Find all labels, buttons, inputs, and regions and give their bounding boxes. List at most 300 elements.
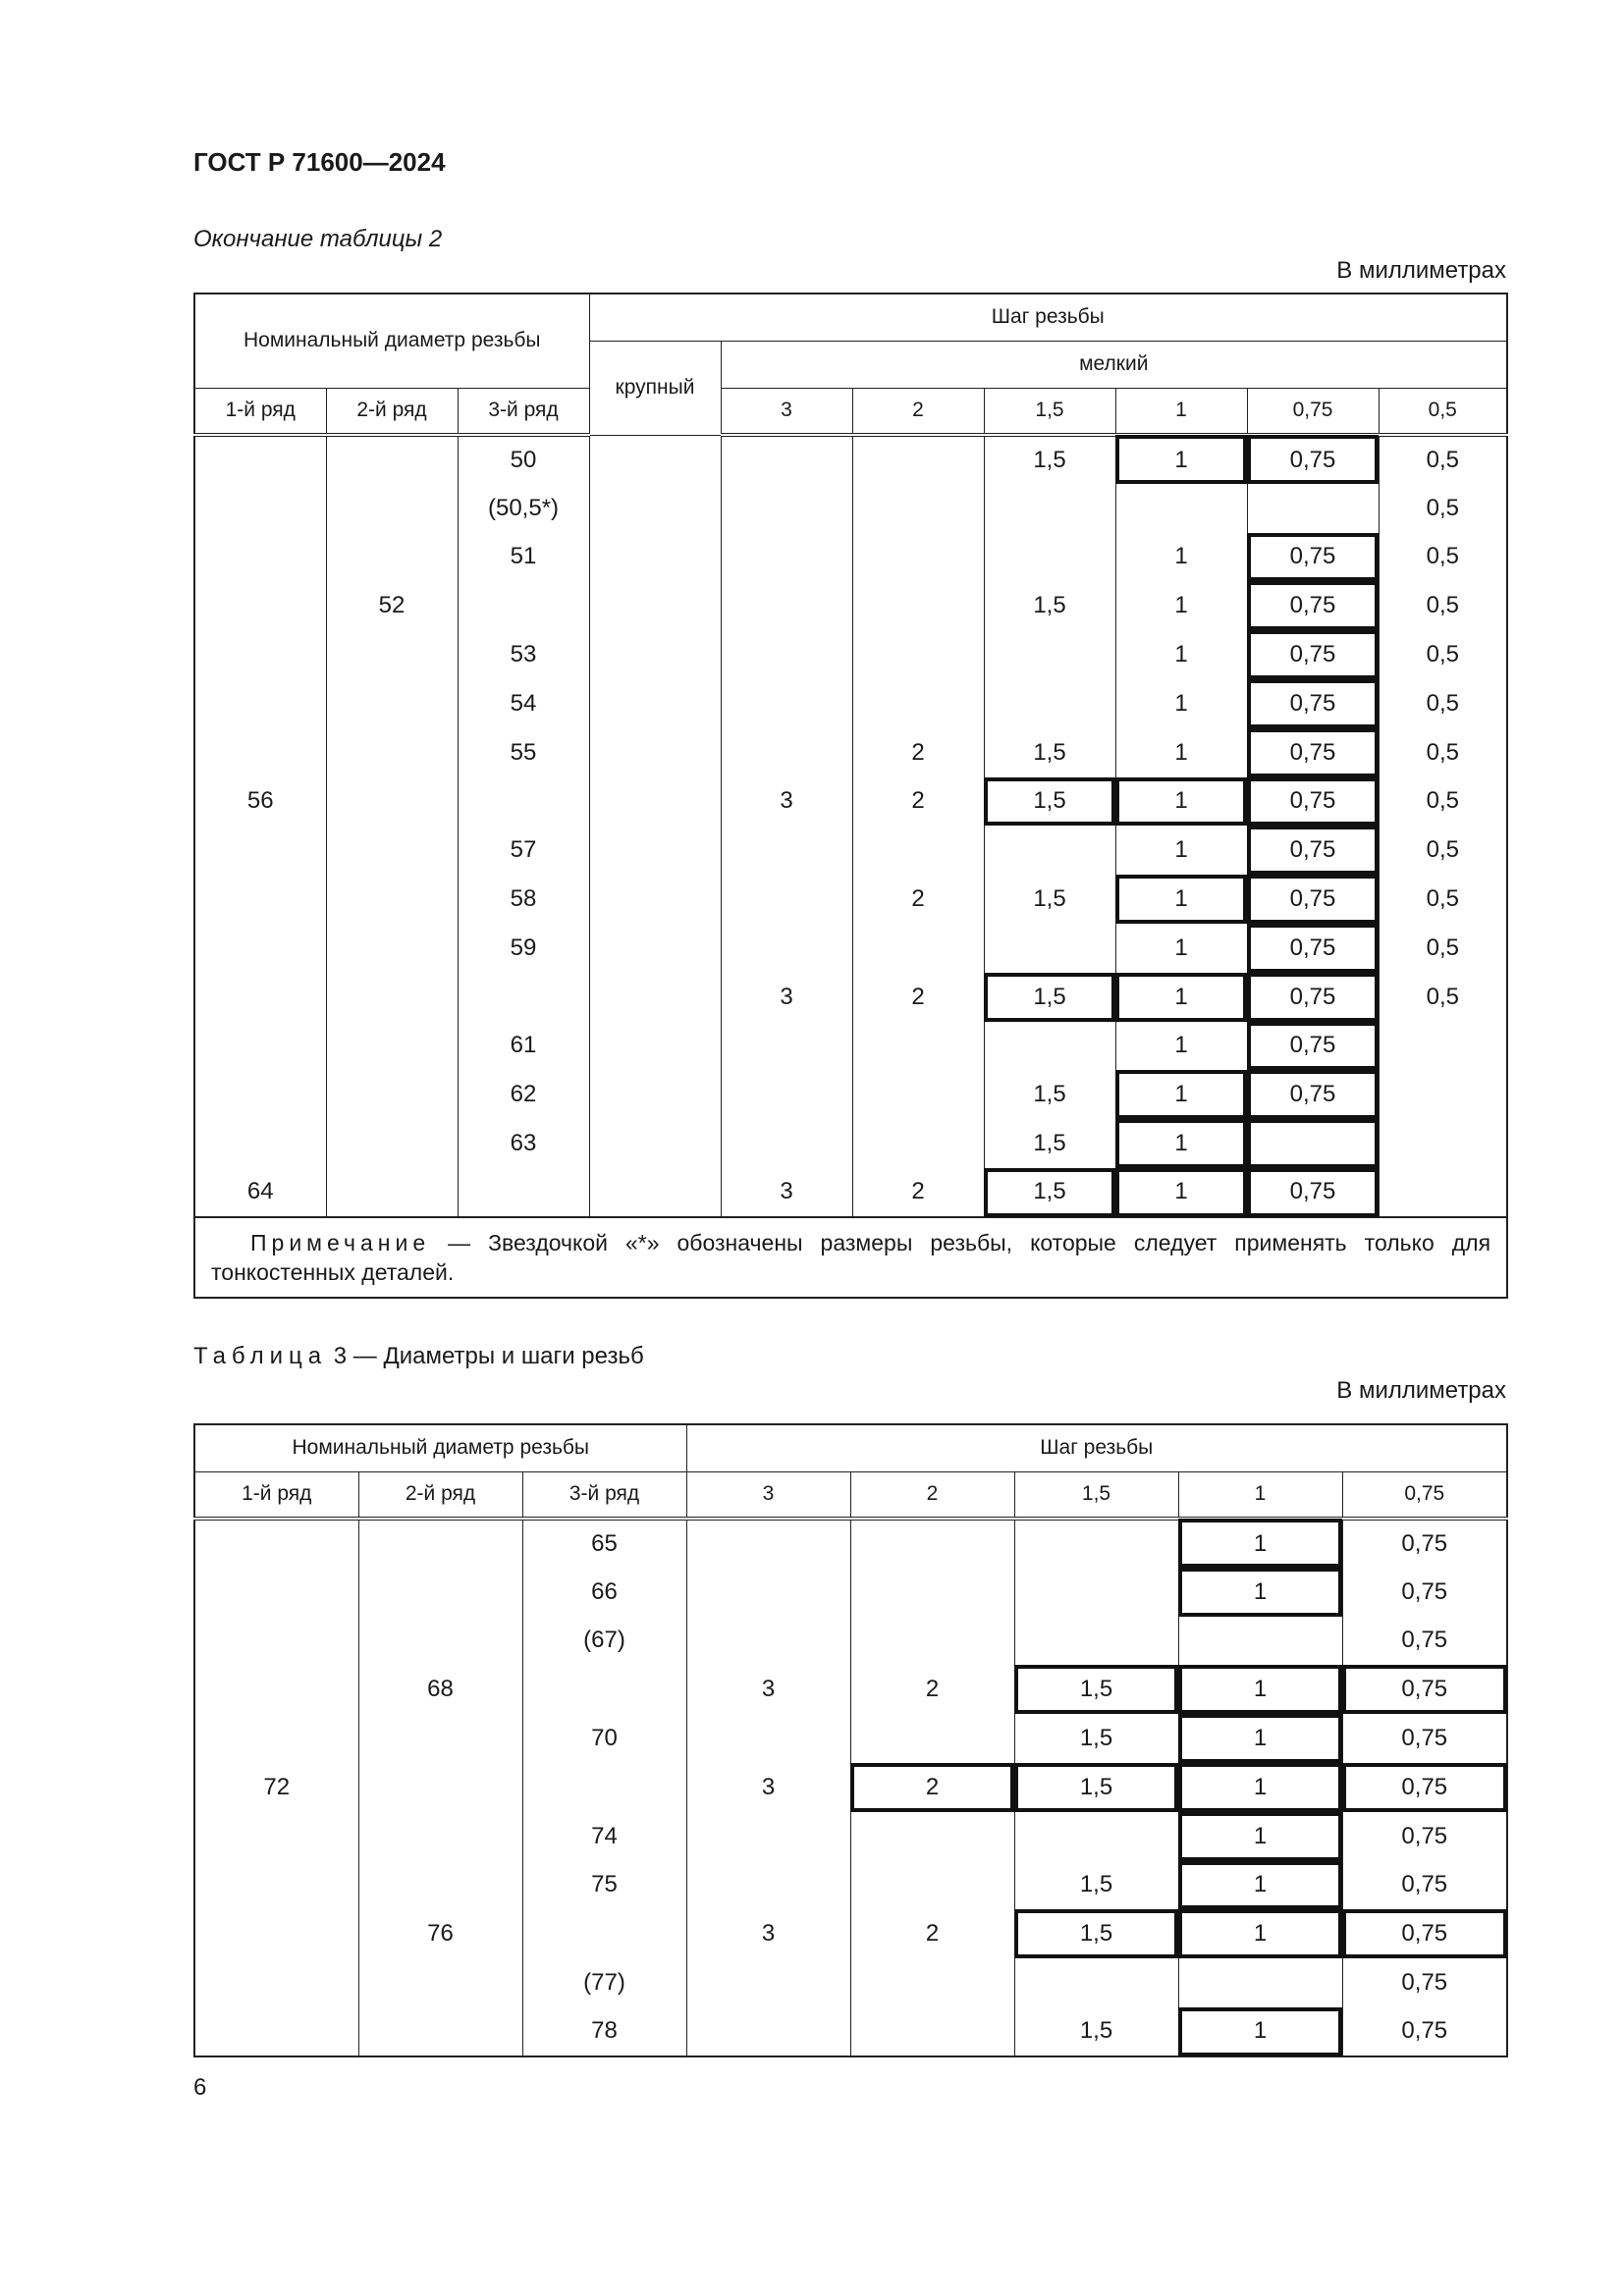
table-cell <box>852 484 984 533</box>
table-cell <box>850 1568 1014 1617</box>
table-cell: 1,5 <box>984 728 1115 777</box>
table-cell <box>984 533 1115 582</box>
table-cell <box>589 679 721 728</box>
table-cell: 0,5 <box>1379 630 1507 679</box>
table-cell <box>194 533 326 582</box>
table-row <box>194 924 1507 973</box>
table-cell <box>852 1070 984 1119</box>
table-cell <box>852 435 984 484</box>
table-cell: 1 <box>1115 875 1247 924</box>
table-cell <box>194 875 326 924</box>
table-cell: 2 <box>852 875 984 924</box>
table-cell: 3 <box>686 1665 850 1714</box>
table-cell <box>589 728 721 777</box>
table-cell <box>984 484 1115 533</box>
table-cell: 1 <box>1115 679 1247 728</box>
table-cell: 59 <box>458 924 589 973</box>
table-cell: 1 <box>1178 1568 1342 1617</box>
table-cell <box>721 1070 852 1119</box>
table-cell: 1,5 <box>1014 1861 1178 1910</box>
table-cell: 1 <box>1178 1861 1342 1910</box>
table3-caption-rest: 3 — Диаметры и шаги резьб <box>327 1343 644 1369</box>
table-cell: 1 <box>1178 2007 1342 2056</box>
table-cell <box>852 679 984 728</box>
table-cell: 0,5 <box>1379 435 1507 484</box>
t3-header-row-2: 2-й ряд <box>358 1471 522 1519</box>
table-row <box>194 533 1507 582</box>
table-cell <box>984 826 1115 875</box>
table-cell: 1 <box>1178 1519 1342 1568</box>
table3-units: В миллиметрах <box>1336 1377 1506 1404</box>
table-row <box>194 1909 1507 1958</box>
table-cell <box>326 435 458 484</box>
table-cell: 0,75 <box>1342 1909 1507 1958</box>
table-cell: 2 <box>852 777 984 827</box>
table-2 <box>193 293 1508 1299</box>
table-cell: 0,5 <box>1379 581 1507 630</box>
table-cell: 2 <box>852 1168 984 1217</box>
table-cell: 1,5 <box>1014 1665 1178 1714</box>
table-cell <box>326 1070 458 1119</box>
table-cell <box>721 630 852 679</box>
table-cell: 0,75 <box>1247 777 1379 827</box>
table-cell: 1 <box>1115 435 1247 484</box>
header-row-3: 3-й ряд <box>458 388 589 435</box>
table-row <box>194 728 1507 777</box>
header-thread-pitch: Шаг резьбы <box>589 294 1507 341</box>
table-cell <box>194 1812 358 1861</box>
table-cell <box>522 1909 686 1958</box>
table-cell <box>589 924 721 973</box>
table-cell <box>589 826 721 875</box>
table-cell: 0,75 <box>1342 1519 1507 1568</box>
table-cell <box>984 679 1115 728</box>
table-cell <box>721 1119 852 1168</box>
table-cell <box>984 1022 1115 1071</box>
document-title: ГОСТ Р 71600—2024 <box>193 147 446 177</box>
table-cell <box>326 826 458 875</box>
table2-continuation-caption: Окончание таблицы 2 <box>193 226 443 252</box>
table-cell <box>984 630 1115 679</box>
t3-header-pitch-1: 1 <box>1178 1471 1342 1519</box>
table-cell <box>1014 1812 1178 1861</box>
table-cell <box>1178 1617 1342 1666</box>
table-cell <box>1247 484 1379 533</box>
table-cell: 0,75 <box>1247 630 1379 679</box>
table-cell <box>522 1665 686 1714</box>
table-cell <box>194 1861 358 1910</box>
t3-header-nominal-diameter: Номинальный диаметр резьбы <box>194 1424 686 1471</box>
table-cell: 1 <box>1115 924 1247 973</box>
table-cell <box>194 679 326 728</box>
table-cell: 1,5 <box>1014 1763 1178 1812</box>
table-cell <box>686 1812 850 1861</box>
table-cell: (50,5*) <box>458 484 589 533</box>
table-cell <box>326 1119 458 1168</box>
table-cell: 0,75 <box>1342 1958 1507 2007</box>
table-cell <box>686 1958 850 2007</box>
table-cell <box>458 777 589 827</box>
table-cell: 1,5 <box>984 777 1115 827</box>
table-cell <box>850 1617 1014 1666</box>
table-cell <box>194 1665 358 1714</box>
table-row <box>194 875 1507 924</box>
table-row <box>194 973 1507 1022</box>
table-cell <box>850 1714 1014 1763</box>
table-cell: 0,5 <box>1379 777 1507 827</box>
table-cell: 1,5 <box>984 581 1115 630</box>
table-row <box>194 1070 1507 1119</box>
header-pitch-1: 1 <box>1115 388 1247 435</box>
table-cell: 0,75 <box>1247 728 1379 777</box>
table-cell: 1,5 <box>1014 1714 1178 1763</box>
table-cell: 1,5 <box>1014 2007 1178 2056</box>
table-cell <box>721 728 852 777</box>
table-cell <box>358 1519 522 1568</box>
table-cell <box>852 826 984 875</box>
table-row <box>194 630 1507 679</box>
table3-caption-word: Таблица <box>193 1343 328 1369</box>
table-2-body <box>194 435 1507 1217</box>
header-nominal-diameter: Номинальный диаметр резьбы <box>194 294 589 388</box>
table-cell: 3 <box>686 1763 850 1812</box>
table-cell <box>589 533 721 582</box>
table-cell <box>721 581 852 630</box>
table-cell: 62 <box>458 1070 589 1119</box>
table-cell <box>1014 1568 1178 1617</box>
table-cell <box>358 1568 522 1617</box>
table-cell <box>194 1519 358 1568</box>
table-cell: 1 <box>1178 1909 1342 1958</box>
table-cell: 53 <box>458 630 589 679</box>
header-pitch-3: 3 <box>721 388 852 435</box>
table-cell <box>852 924 984 973</box>
table-cell: 74 <box>522 1812 686 1861</box>
table-cell: 1 <box>1178 1812 1342 1861</box>
table-cell: (77) <box>522 1958 686 2007</box>
table-cell <box>194 924 326 973</box>
table-cell: 2 <box>850 1763 1014 1812</box>
table-cell: 2 <box>852 973 984 1022</box>
table-cell <box>686 1861 850 1910</box>
table-cell <box>850 2007 1014 2056</box>
table-cell <box>589 484 721 533</box>
table-cell <box>721 826 852 875</box>
table-row <box>194 1665 1507 1714</box>
table-cell: 1 <box>1115 1070 1247 1119</box>
table-cell <box>194 1909 358 1958</box>
table-cell <box>1379 1119 1507 1168</box>
table-cell: 0,75 <box>1247 533 1379 582</box>
table-cell: 1 <box>1115 533 1247 582</box>
table-3-body <box>194 1519 1507 2056</box>
header-coarse: крупный <box>589 341 721 435</box>
table-cell <box>984 924 1115 973</box>
table-cell: 0,75 <box>1342 1812 1507 1861</box>
t3-header-thread-pitch: Шаг резьбы <box>686 1424 1507 1471</box>
table-cell: 51 <box>458 533 589 582</box>
table-cell <box>589 973 721 1022</box>
table-cell: 75 <box>522 1861 686 1910</box>
note-text: — Звездочкой «*» обозначены размеры резьбы, которые следует применять только для тонкостенных деталей. <box>211 1229 1491 1285</box>
table-cell <box>194 973 326 1022</box>
table-cell: 0,5 <box>1379 875 1507 924</box>
table-row <box>194 1812 1507 1861</box>
header-pitch-1-5: 1,5 <box>984 388 1115 435</box>
table-cell: 68 <box>358 1665 522 1714</box>
table-cell: 0,5 <box>1379 973 1507 1022</box>
table-cell <box>194 1022 326 1071</box>
table-cell: 1,5 <box>984 1119 1115 1168</box>
header-pitch-0-5: 0,5 <box>1379 388 1507 435</box>
table-cell <box>589 875 721 924</box>
table-cell: 54 <box>458 679 589 728</box>
table-cell <box>850 1812 1014 1861</box>
table-row <box>194 581 1507 630</box>
table-row <box>194 1519 1507 1568</box>
table-cell: 0,75 <box>1247 679 1379 728</box>
table-cell <box>358 1958 522 2007</box>
table-cell <box>194 630 326 679</box>
table-cell: 1,5 <box>984 973 1115 1022</box>
table-cell: 0,75 <box>1342 1665 1507 1714</box>
table-cell: 0,5 <box>1379 533 1507 582</box>
table-cell: 1 <box>1115 728 1247 777</box>
table-cell <box>326 679 458 728</box>
table-cell: 76 <box>358 1909 522 1958</box>
t3-header-pitch-3: 3 <box>686 1471 850 1519</box>
table-cell: 0,5 <box>1379 826 1507 875</box>
table-row <box>194 1168 1507 1217</box>
table-cell: 0,75 <box>1342 1617 1507 1666</box>
table-cell: 1 <box>1115 630 1247 679</box>
table-cell: 0,5 <box>1379 679 1507 728</box>
table-cell <box>686 1519 850 1568</box>
table-cell <box>850 1519 1014 1568</box>
table-cell <box>686 1568 850 1617</box>
table-row <box>194 679 1507 728</box>
table-cell <box>194 728 326 777</box>
table-cell <box>326 1022 458 1071</box>
t3-header-pitch-2: 2 <box>850 1471 1014 1519</box>
table-cell <box>589 1070 721 1119</box>
table-cell: 1 <box>1115 973 1247 1022</box>
table-row <box>194 1714 1507 1763</box>
header-pitch-0-75: 0,75 <box>1247 388 1379 435</box>
t3-header-pitch-1-5: 1,5 <box>1014 1471 1178 1519</box>
table-cell: 3 <box>721 1168 852 1217</box>
table-cell <box>358 2007 522 2056</box>
table-cell: 0,5 <box>1379 484 1507 533</box>
table-cell <box>194 581 326 630</box>
table-row <box>194 484 1507 533</box>
table-cell <box>194 1714 358 1763</box>
table-cell <box>358 1861 522 1910</box>
table-cell <box>589 1022 721 1071</box>
table-row <box>194 1119 1507 1168</box>
table-cell: 1 <box>1115 1119 1247 1168</box>
table-cell: 50 <box>458 435 589 484</box>
table-cell <box>326 728 458 777</box>
table-cell <box>686 1714 850 1763</box>
table-cell: 2 <box>850 1909 1014 1958</box>
table-cell: (67) <box>522 1617 686 1666</box>
table-cell <box>326 875 458 924</box>
table-cell: 0,75 <box>1247 973 1379 1022</box>
table-cell: 1,5 <box>1014 1909 1178 1958</box>
table-cell <box>721 484 852 533</box>
table-cell <box>458 1168 589 1217</box>
table-cell <box>458 581 589 630</box>
header-pitch-2: 2 <box>852 388 984 435</box>
table-cell: 0,5 <box>1379 924 1507 973</box>
table-row <box>194 1958 1507 2007</box>
table-cell <box>358 1617 522 1666</box>
table-row <box>194 1861 1507 1910</box>
table-cell: 56 <box>194 777 326 827</box>
table-cell <box>326 484 458 533</box>
table-cell <box>589 581 721 630</box>
note-label: Примечание <box>250 1229 431 1255</box>
header-row-2: 2-й ряд <box>326 388 458 435</box>
table-cell <box>721 435 852 484</box>
table-cell <box>852 1119 984 1168</box>
table-cell <box>589 777 721 827</box>
table-3 <box>193 1423 1508 2057</box>
table-cell: 0,75 <box>1247 581 1379 630</box>
table-cell <box>852 581 984 630</box>
table-cell: 0,75 <box>1247 875 1379 924</box>
table-cell <box>1379 1070 1507 1119</box>
table-cell: 1,5 <box>984 875 1115 924</box>
t3-header-row-1: 1-й ряд <box>194 1471 358 1519</box>
table-cell: 0,75 <box>1342 1861 1507 1910</box>
table-cell <box>326 630 458 679</box>
table-row <box>194 1568 1507 1617</box>
table-cell: 52 <box>326 581 458 630</box>
table-cell <box>589 1168 721 1217</box>
table-row <box>194 777 1507 827</box>
table-cell: 1 <box>1178 1665 1342 1714</box>
table-cell: 3 <box>721 973 852 1022</box>
table-cell: 3 <box>721 777 852 827</box>
table-cell <box>194 2007 358 2056</box>
table-cell <box>589 630 721 679</box>
table-cell: 3 <box>686 1909 850 1958</box>
table-cell <box>852 630 984 679</box>
table-cell <box>721 875 852 924</box>
table-cell <box>1115 484 1247 533</box>
table-cell: 55 <box>458 728 589 777</box>
table-cell <box>1014 1617 1178 1666</box>
table-cell: 0,75 <box>1342 1763 1507 1812</box>
table-cell: 0,75 <box>1247 1070 1379 1119</box>
table-cell: 0,75 <box>1247 1022 1379 1071</box>
table-cell <box>194 484 326 533</box>
table-cell: 64 <box>194 1168 326 1217</box>
table-cell <box>721 1022 852 1071</box>
table-cell: 0,75 <box>1247 1168 1379 1217</box>
table-cell <box>194 1119 326 1168</box>
table-cell <box>850 1861 1014 1910</box>
table-cell: 1 <box>1115 1022 1247 1071</box>
table-cell: 2 <box>852 728 984 777</box>
table-cell <box>721 679 852 728</box>
table-cell <box>686 2007 850 2056</box>
table-cell <box>358 1812 522 1861</box>
table-cell: 2 <box>850 1665 1014 1714</box>
table-cell <box>1379 1168 1507 1217</box>
table-cell: 65 <box>522 1519 686 1568</box>
table-cell: 57 <box>458 826 589 875</box>
table-cell: 1 <box>1115 581 1247 630</box>
table-cell <box>1379 1022 1507 1071</box>
table-cell <box>1014 1519 1178 1568</box>
table-cell: 1 <box>1115 777 1247 827</box>
table-row <box>194 2007 1507 2056</box>
table-cell <box>852 1022 984 1071</box>
table-cell <box>1178 1958 1342 2007</box>
table-cell <box>194 1568 358 1617</box>
t3-header-pitch-0-75: 0,75 <box>1342 1471 1507 1519</box>
table-cell <box>1014 1958 1178 2007</box>
table-cell: 1 <box>1178 1714 1342 1763</box>
table-cell <box>194 1958 358 2007</box>
table-cell <box>358 1714 522 1763</box>
table-row <box>194 826 1507 875</box>
table-cell: 1 <box>1115 826 1247 875</box>
table-cell <box>194 826 326 875</box>
table-cell: 0,75 <box>1247 435 1379 484</box>
table3-caption <box>193 1343 644 1370</box>
table-cell: 0,5 <box>1379 728 1507 777</box>
table-row <box>194 1022 1507 1071</box>
table-cell: 78 <box>522 2007 686 2056</box>
table-cell <box>721 533 852 582</box>
table-cell <box>721 924 852 973</box>
table-cell: 0,75 <box>1342 2007 1507 2056</box>
table-cell: 1,5 <box>984 1070 1115 1119</box>
table-cell: 66 <box>522 1568 686 1617</box>
page-number: 6 <box>193 2074 207 2101</box>
table-cell <box>326 533 458 582</box>
header-row-1: 1-й ряд <box>194 388 326 435</box>
table-cell: 70 <box>522 1714 686 1763</box>
t3-header-row-3: 3-й ряд <box>522 1471 686 1519</box>
table-cell <box>358 1763 522 1812</box>
table-cell <box>1247 1119 1379 1168</box>
table-cell <box>850 1958 1014 2007</box>
table-cell <box>326 1168 458 1217</box>
table-row <box>194 1763 1507 1812</box>
table-cell <box>194 435 326 484</box>
table-cell <box>326 777 458 827</box>
table-cell <box>852 533 984 582</box>
table-row <box>194 1617 1507 1666</box>
table-cell: 1,5 <box>984 1168 1115 1217</box>
table-cell: 0,75 <box>1247 924 1379 973</box>
table-row <box>194 435 1507 484</box>
table-cell: 61 <box>458 1022 589 1071</box>
table-2-note <box>194 1217 1507 1298</box>
table-cell: 1 <box>1115 1168 1247 1217</box>
table-cell <box>458 973 589 1022</box>
table-cell <box>326 973 458 1022</box>
table-cell <box>194 1617 358 1666</box>
table-cell: 0,75 <box>1247 826 1379 875</box>
table-cell: 1 <box>1178 1763 1342 1812</box>
table-cell <box>522 1763 686 1812</box>
